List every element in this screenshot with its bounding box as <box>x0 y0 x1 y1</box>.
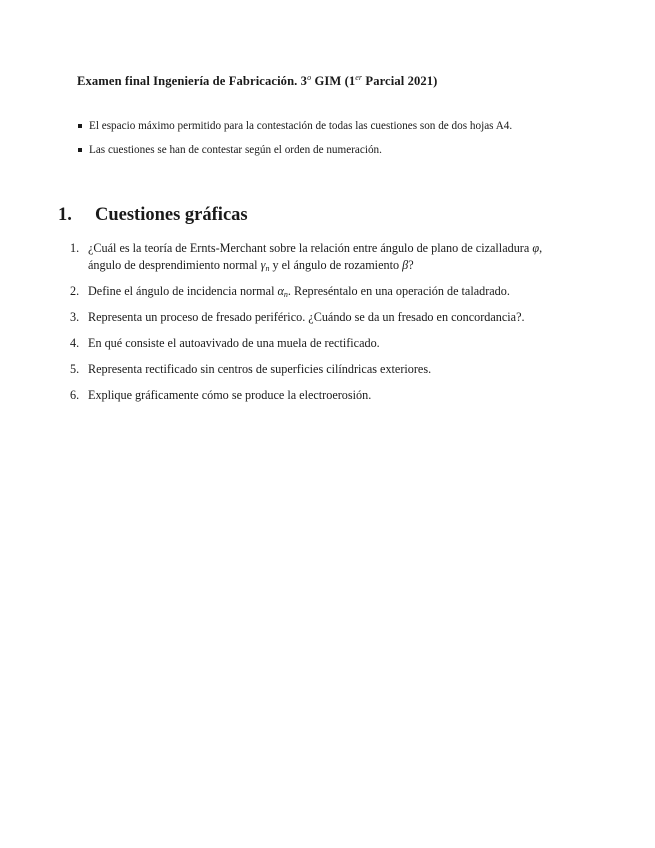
rule-item <box>77 118 512 142</box>
section-heading <box>58 205 248 226</box>
question-text: . Represéntalo en una operación de taladrado. <box>287 283 510 298</box>
phi-symbol: φ <box>532 241 540 255</box>
question-item <box>70 361 610 378</box>
question-text: Representa un proceso de fresado periférico. ¿Cuándo se da un fresado en concordancia?. <box>88 309 525 324</box>
question-text: y el ángulo de rozamiento <box>269 257 403 272</box>
alpha-symbol: α <box>277 283 284 298</box>
section-title: Cuestiones gráficas <box>95 205 248 225</box>
square-bullet-icon <box>78 124 82 128</box>
rules-list <box>77 118 512 166</box>
title-suffix: Parcial 2021) <box>362 74 438 88</box>
question-text: ¿Cuál es la teoría de Ernts-Merchant sobre la relación entre ángulo de plano de cizalladura <box>88 241 533 255</box>
question-number: 5. <box>70 361 80 376</box>
rule-text: El espacio máximo permitido para la contestación de todas las cuestiones son de dos hojas A4. <box>89 120 513 132</box>
title-mid: GIM (1 <box>311 74 356 88</box>
rule-item <box>77 142 512 166</box>
square-bullet-icon <box>78 148 82 152</box>
question-text: , <box>539 241 543 255</box>
question-item <box>70 283 610 300</box>
title-prefix: Examen final Ingeniería de Fabricación. 3 <box>77 74 308 88</box>
question-number: 1. <box>70 241 80 255</box>
question-text: Explique gráficamente cómo se produce la electroerosión. <box>88 387 372 402</box>
question-text: En qué consiste el autoavivado de una muela de rectificado. <box>88 335 380 350</box>
beta-symbol: β <box>402 257 409 272</box>
rule-text: Las cuestiones se han de contestar según el orden de numeración. <box>89 144 382 156</box>
question-number: 2. <box>70 283 80 298</box>
question-number: 6. <box>70 387 80 402</box>
question-text: ? <box>408 257 414 272</box>
section-number: 1. <box>58 205 72 225</box>
title-ordinal: o <box>307 73 312 82</box>
question-text: Define el ángulo de incidencia normal <box>88 283 278 298</box>
question-text: ángulo de desprendimiento normal <box>88 257 261 272</box>
title-superscript: er <box>355 73 363 82</box>
question-number: 4. <box>70 335 80 350</box>
question-item <box>70 240 610 273</box>
question-text: Representa rectificado sin centros de superficies cilíndricas exteriores. <box>88 361 432 376</box>
gamma-subscript: n <box>265 263 270 273</box>
page-title <box>77 74 437 89</box>
gamma-symbol: γ <box>260 257 266 272</box>
question-number: 3. <box>70 309 80 324</box>
question-item <box>70 387 610 404</box>
question-item <box>70 309 610 326</box>
questions-list <box>70 240 610 413</box>
alpha-subscript: n <box>283 289 288 299</box>
question-item <box>70 335 610 352</box>
